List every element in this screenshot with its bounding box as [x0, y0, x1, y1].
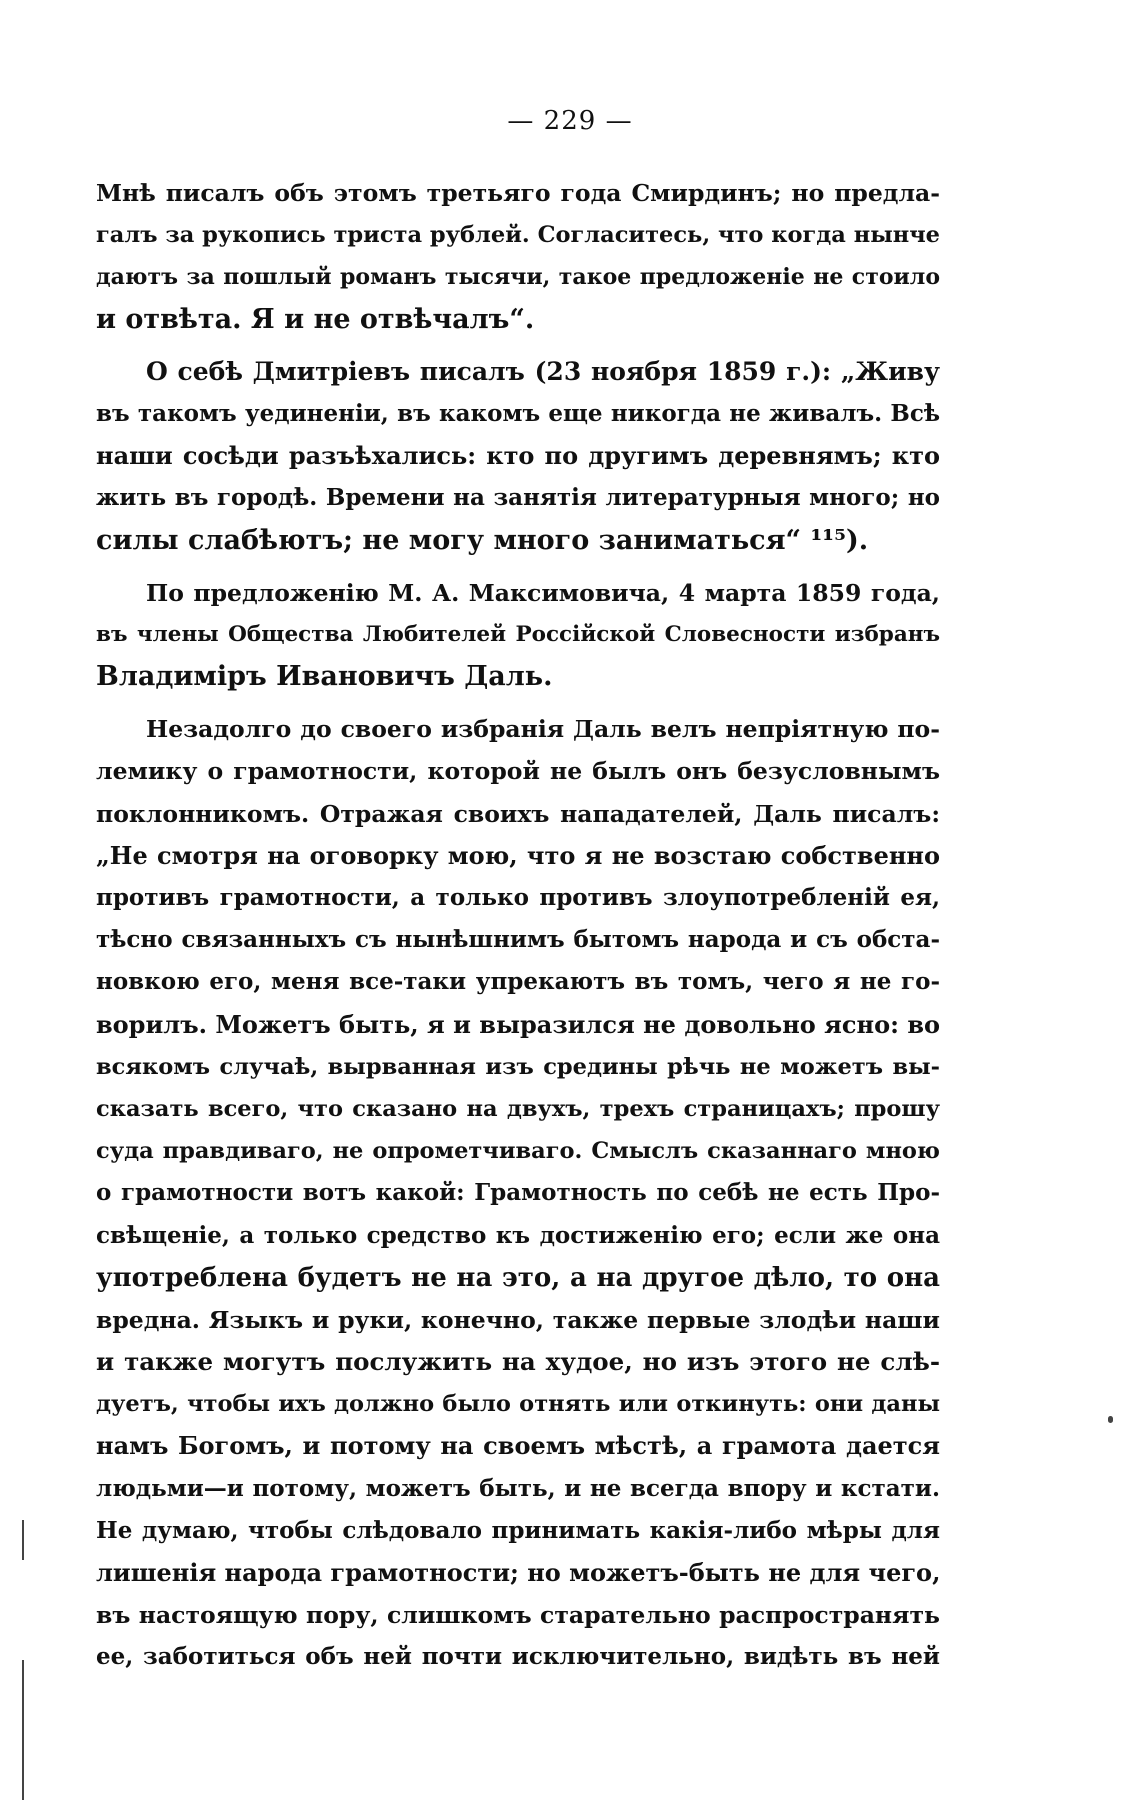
text-line: галъ за рукопись триста рублей. Согласитесь, что когда нынче — [96, 222, 940, 249]
paragraph — [96, 708, 940, 1678]
text-line: свѣщеніе, а только средство къ достиженію его; если же она — [96, 1221, 940, 1249]
text-line: силы слабѣютъ; не могу много заниматься“ ¹¹⁵). — [96, 524, 869, 556]
scan-speck — [1108, 1416, 1113, 1423]
text-line: всякомъ случаѣ, вырванная изъ средины рѣчь не можетъ вы- — [96, 1053, 940, 1080]
text-line: Не думаю, чтобы слѣдовало принимать какія-либо мѣры для — [96, 1516, 940, 1544]
text-line: поклонникомъ. Отражая своихъ нападателей, Даль писалъ: — [96, 799, 940, 828]
text-line: По предложенію М. А. Максимовича, 4 марта 1859 года, — [146, 578, 940, 607]
scan-margin-line — [22, 1520, 24, 1560]
text-line: ее, заботиться объ ней почти исключительно, видѣть въ ней — [96, 1643, 940, 1671]
text-line: употреблена будетъ не на это, а на другое дѣло, то она — [96, 1262, 940, 1293]
text-line: новкою его, меня все-таки упрекаютъ въ томъ, чего я не го- — [96, 968, 940, 996]
text-line: людьми—и потому, можетъ быть, и не всегда впору и кстати. — [96, 1474, 940, 1502]
text-line: даютъ за пошлый романъ тысячи, такое предложеніе не стоило — [96, 264, 940, 291]
page-number: — 229 — — [507, 106, 633, 136]
text-line: намъ Богомъ, и потому на своемъ мѣстѣ, а грамота дается — [96, 1431, 940, 1461]
paragraph — [96, 172, 940, 341]
text-line: сказать всего, что сказано на двухъ, трехъ страницахъ; прошу — [96, 1095, 940, 1122]
text-line: о грамотности вотъ какой: Грамотность по себѣ не есть Про- — [96, 1179, 940, 1207]
text-line: наши сосѣди разъѣхались: кто по другимъ деревнямъ; кто — [96, 441, 940, 471]
text-line: въ настоящую пору, слишкомъ старательно распространять — [96, 1601, 940, 1630]
text-line: въ члены Общества Любителей Россійской Словесности избранъ — [96, 621, 940, 647]
text-line: въ такомъ уединеніи, въ какомъ еще никогда не живалъ. Всѣ — [96, 399, 940, 427]
text-line: О себѣ Дмитріевъ писалъ (23 ноября 1859 г.): „Живу — [146, 356, 940, 386]
scan-margin-line — [22, 1660, 24, 1800]
text-line: ворилъ. Можетъ быть, я и выразился не довольно ясно: во — [96, 1009, 940, 1039]
body-text — [96, 172, 940, 1679]
text-line: лишенія народа грамотности; но можетъ-быть не для чего, — [96, 1558, 941, 1587]
text-line: жить въ городѣ. Времени на занятія литературныя много; но — [96, 484, 940, 512]
text-line: вредна. Языкъ и руки, конечно, также первые злодѣи наши — [96, 1305, 940, 1334]
paragraph — [96, 572, 940, 699]
text-line: тѣсно связанныхъ съ нынѣшнимъ бытомъ народа и съ обста- — [96, 926, 940, 954]
text-line: Владиміръ Ивановичъ Даль. — [96, 661, 553, 693]
text-line: и отвѣта. Я и не отвѣчалъ“. — [96, 303, 535, 335]
text-line: противъ грамотности, а только противъ злоупотребленій ея, — [96, 884, 940, 911]
text-line: Мнѣ писалъ объ этомъ третьяго года Смирдинъ; но предла- — [96, 179, 940, 207]
text-line: лемику о грамотности, которой не былъ онъ безусловнымъ — [96, 757, 940, 786]
text-line: дуетъ, чтобы ихъ должно было отнять или откинуть: они даны — [96, 1391, 940, 1418]
paragraph — [96, 351, 940, 562]
text-line: и также могутъ послужить на худое, но изъ этого не слѣ- — [96, 1347, 940, 1377]
text-line: „Не смотря на оговорку мою, что я не возстаю собственно — [96, 840, 940, 870]
text-line: суда правдиваго, не опрометчиваго. Смыслъ сказаннаго мною — [96, 1138, 940, 1165]
text-line: Незадолго до своего избранія Даль велъ непріятную по- — [146, 715, 940, 744]
